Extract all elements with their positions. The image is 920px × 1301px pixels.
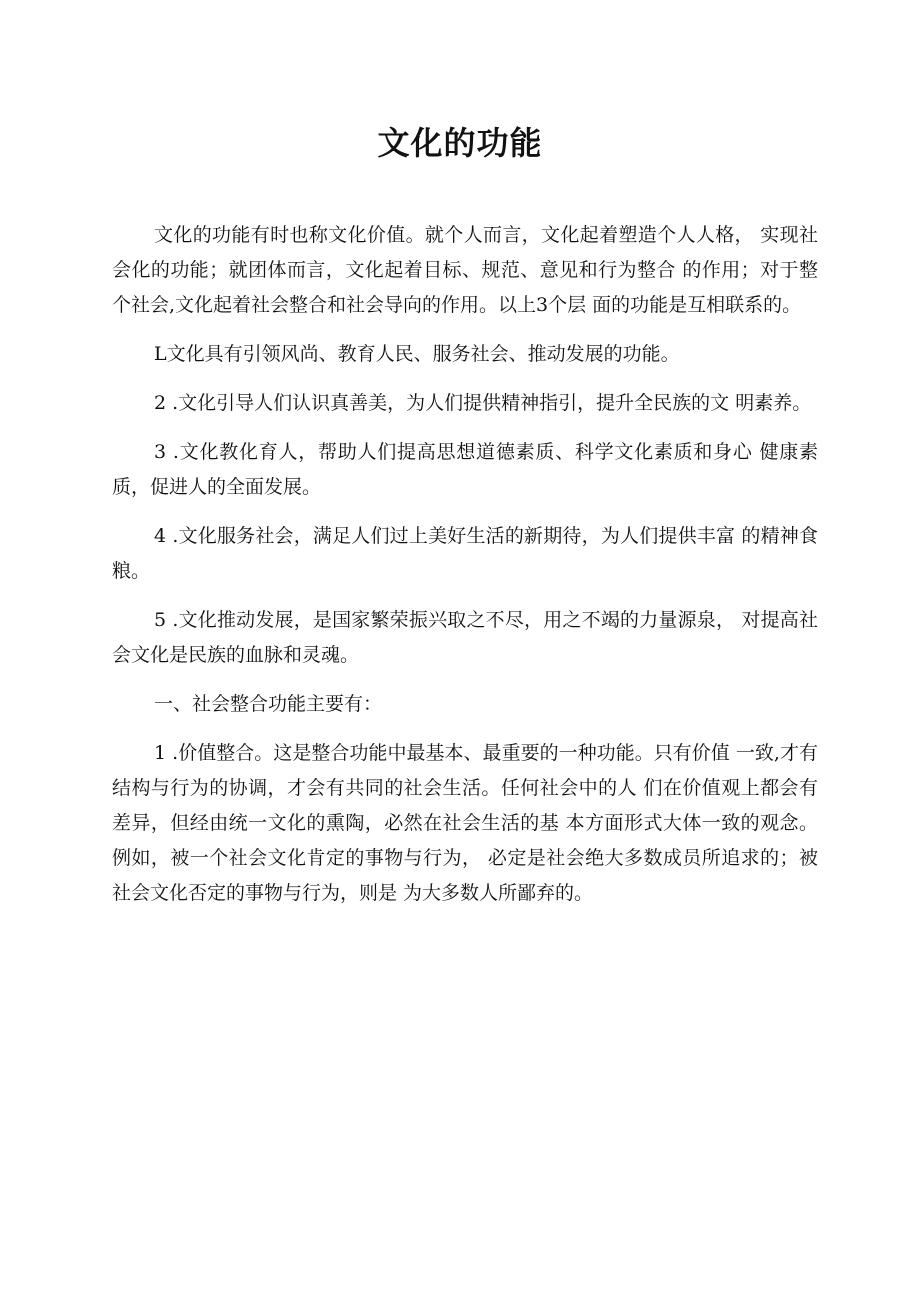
document-body — [112, 218, 818, 911]
paragraph-item-3: 3 .文化教化育人，帮助人们提高思想道德素质、科学文化素质和身心 健康素质，促进人的全面发展。 — [112, 441, 818, 498]
paragraph-intro: 文化的功能有时也称文化价值。就个人而言，文化起着塑造个人人格， 实现社会化的功能；就团体而言，文化起着目标、规范、意见和行为整合 的作用；对于整个社会,文化起着社会整合和社会导向的作用。以上3个层 面的功能是互相联系的。 — [112, 224, 818, 316]
paragraph-item-4: 4 .文化服务社会，满足人们过上美好生活的新期待，为人们提供丰富 的精神食粮。 — [112, 525, 818, 582]
paragraph-value-integration: 1 .价值整合。这是整合功能中最基本、最重要的一种功能。只有价值 一致,才有结构与行为的协调，才会有共同的社会生活。任何社会中的人 们在价值观上都会有差异，但经由统一文化的熏陶，必然在社会生活的基 本方面形式大体一致的观念。例如，被一个社会文化肯定的事物与行为， 必定是社会绝大多数成员所追求的；被社会文化否定的事物与行为，则是 为大多数人所鄙弃的。 — [112, 742, 818, 904]
page-title: 文化的功能 — [377, 124, 543, 162]
paragraph-item-5: 5 .文化推动发展，是国家繁荣振兴取之不尽，用之不竭的力量源泉， 对提高社会文化是民族的血脉和灵魂。 — [112, 609, 818, 666]
section-heading: 一、社会整合功能主要有： — [154, 693, 383, 715]
paragraph-item-2: 2 .文化引导人们认识真善美，为人们提供精神指引，提升全民族的文 明素养。 — [154, 392, 812, 414]
paragraph-item-1: L文化具有引领风尚、教育人民、服务社会、推动发展的功能。 — [154, 343, 680, 365]
